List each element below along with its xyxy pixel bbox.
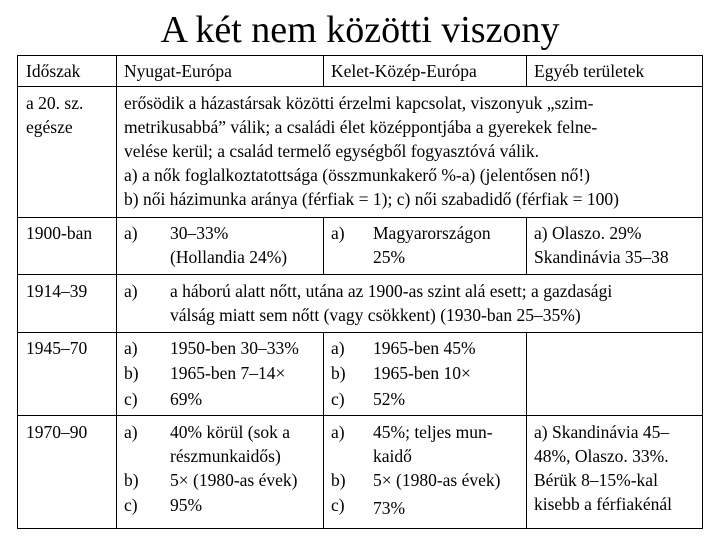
other-value: Skandinávia 35–38 xyxy=(534,247,669,267)
west-value: 5× (1980-as évek) xyxy=(170,470,298,490)
row-divider xyxy=(18,274,702,275)
east-value: 52% xyxy=(373,389,406,409)
row-divider xyxy=(18,217,702,218)
west-value: 95% xyxy=(170,495,203,515)
item-label: a) xyxy=(331,223,345,243)
west-value: 69% xyxy=(170,389,203,409)
century-text-line: velése kerül; a család termelő egységből fogyasztóvá válik. xyxy=(124,141,539,161)
east-value: 25% xyxy=(373,247,406,267)
column-divider xyxy=(323,217,324,274)
west-value: 40% körül (sok a xyxy=(170,422,291,442)
east-value: Magyarországon xyxy=(373,223,491,243)
item-label: b) xyxy=(124,470,139,490)
column-divider xyxy=(116,56,117,529)
header-other-regions: Egyéb területek xyxy=(534,61,645,81)
century-text-line: erősödik a házastársak közötti érzelmi kapcsolat, viszonyuk „szim- xyxy=(124,93,594,113)
comparison-table xyxy=(17,55,703,529)
item-label: a) xyxy=(124,223,138,243)
item-label: a) xyxy=(124,338,138,358)
other-value: kisebb a férfiakénál xyxy=(534,494,672,514)
period-1970-90: 1970–90 xyxy=(26,422,88,442)
header-west-europe: Nyugat-Európa xyxy=(124,61,232,81)
interwar-text: a háború alatt nőtt, utána az 1900-as szint alá esett; a gazdasági xyxy=(170,281,613,301)
item-label: a) xyxy=(124,281,138,301)
row-divider xyxy=(18,332,702,333)
header-period: Időszak xyxy=(26,61,81,81)
period-1945-70: 1945–70 xyxy=(26,338,88,358)
west-value: 1950-ben 30–33% xyxy=(170,338,299,358)
item-label: b) xyxy=(331,363,346,383)
west-value: részmunkaidős) xyxy=(170,446,281,466)
column-divider xyxy=(526,332,527,529)
other-value: 48%, Olaszo. 33%. xyxy=(534,446,669,466)
row-divider xyxy=(18,86,702,87)
period-20th-century-l1: a 20. sz. xyxy=(26,93,84,113)
item-label: c) xyxy=(331,389,345,409)
column-divider xyxy=(526,56,527,86)
east-value: 45%; teljes mun- xyxy=(373,422,493,442)
other-value: a) Olaszo. 29% xyxy=(534,223,642,243)
row-divider xyxy=(18,415,702,416)
header-east-central-europe: Kelet-Közép-Európa xyxy=(331,61,477,81)
item-label: c) xyxy=(331,495,345,515)
century-text-line: metrikusabbá” válik; a családi élet középpontjába a gyerekek felne- xyxy=(124,117,598,137)
west-value: 1965-ben 7–14× xyxy=(170,363,286,383)
period-1900: 1900-ban xyxy=(26,223,93,243)
east-value: 1965-ben 45% xyxy=(373,338,476,358)
other-value: Bérük 8–15%-kal xyxy=(534,470,658,490)
item-label: b) xyxy=(124,363,139,383)
period-1914-39: 1914–39 xyxy=(26,281,88,301)
page-title: A két nem közötti viszony xyxy=(160,9,560,51)
east-value: 73% xyxy=(373,498,406,518)
other-value: a) Skandinávia 45– xyxy=(534,422,670,442)
interwar-text: válság miatt sem nőtt (vagy csökkent) (1930-ban 25–35%) xyxy=(170,305,581,325)
century-legend-a: a) a nők foglalkoztatottsága (összmunkakerő %-a) (jelentősen nő!) xyxy=(124,165,591,185)
item-label: c) xyxy=(124,495,138,515)
item-label: b) xyxy=(331,470,346,490)
period-20th-century-l2: egésze xyxy=(26,117,73,137)
item-label: a) xyxy=(331,422,345,442)
item-label: a) xyxy=(124,422,138,442)
item-label: c) xyxy=(124,389,138,409)
west-value: 30–33% xyxy=(170,223,229,243)
column-divider xyxy=(323,56,324,86)
item-label: a) xyxy=(331,338,345,358)
column-divider xyxy=(526,217,527,274)
east-value: kaidő xyxy=(373,446,412,466)
century-legend-bc: b) női házimunka aránya (férfiak = 1); c) női szabadidő (férfiak = 100) xyxy=(124,189,619,209)
east-value: 5× (1980-as évek) xyxy=(373,470,501,490)
east-value: 1965-ben 10× xyxy=(373,363,471,383)
west-value: (Hollandia 24%) xyxy=(170,247,288,267)
column-divider xyxy=(323,332,324,529)
